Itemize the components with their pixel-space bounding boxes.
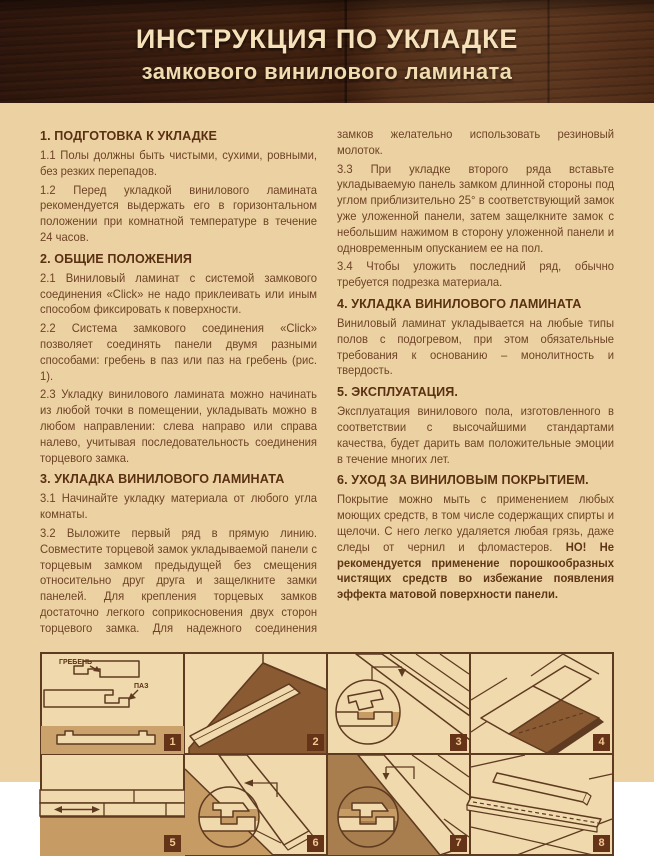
- care-text-normal: Покрытие можно мыть с применением любых моющих средств, в том числе содержащих спирты и щелочи. С него легко удаляется любая грязь, даже следы от чернил и фломастеров.: [337, 492, 615, 554]
- figure-number-badge: 2: [307, 734, 324, 751]
- wood-header: [0, 0, 654, 103]
- section-heading-2: 2. ОБЩИЕ ПОЛОЖЕНИЯ: [40, 250, 193, 266]
- figure-cell-4: [471, 654, 612, 753]
- figure-number-badge: 1: [164, 734, 181, 751]
- section-heading-3: 3. УКЛАДКА ВИНИЛОВОГО ЛАМИНАТА: [40, 471, 285, 487]
- paragraph-3-1: 3.1 Начинайте укладку материала от любого угла комнаты.: [40, 491, 318, 522]
- paragraph-3-2-continued: замков желательно использовать резиновый молоток.: [337, 127, 615, 157]
- paragraph-5-1: Эксплуатация винилового пола, изготовленного в соответствии с высочайшими стандартами качества, будет дарить вам положительные эмоции в течение многих лет.: [337, 404, 615, 466]
- section-heading-1: 1. ПОДГОТОВКА К УКЛАДКЕ: [40, 128, 218, 143]
- slide-row-diagram-icon: [42, 755, 183, 854]
- click-lock-closed-diagram-icon: [185, 755, 326, 854]
- instruction-figures-grid: [40, 652, 614, 856]
- angled-panel-diagram-icon: [185, 654, 326, 753]
- paragraph-3-4: 3.4 Чтобы уложить последний ряд, обычно требуется подрезка материала.: [337, 259, 615, 290]
- section-heading-6: 6. УХОД ЗА ВИНИЛОВЫМ ПОКРЫТИЕМ.: [337, 472, 589, 488]
- figure-cell-8: [471, 755, 612, 854]
- figure-cell-7: [328, 755, 469, 854]
- lock-profiles-diagram-icon: [42, 654, 183, 753]
- section-heading-5: 5. ЭКСПЛУАТАЦИЯ.: [337, 384, 458, 400]
- figure-cell-3: [328, 654, 469, 753]
- figure-number-badge: 5: [164, 835, 181, 852]
- paragraph-2-1: 2.1 Виниловый ламинат с системой замкового соединения «Click» не надо приклеивать или иным способом фиксировать к поверхности.: [40, 270, 318, 317]
- paragraph-2-3: 2.3 Укладку винилового ламината можно начинать из любой точки в помещении, укладывать можно в любом направлении: слева направо или справа налево, учитывая последовательность соединения торцевого замка.: [40, 387, 318, 465]
- paragraph-3-3: 3.3 При укладке второго ряда вставьте укладываемую панель замком длинной стороны под углом приблизительно 25° в соответствующий замок уже уложенной панели, затем защелкните замок с небольшим нажимом в сторону уложенной панели и одновременным опусканием ее на пол.: [337, 161, 615, 255]
- paragraph-2-2: 2.2 Система замкового соединения «Click» позволяет соединять панели двумя разными способами: гребень в паз или паз на гребень (рис. 1).: [40, 321, 318, 383]
- figure-number-badge: 6: [307, 835, 324, 852]
- laid-rows-diagram-icon: [471, 654, 612, 753]
- care-text-warning: НО! Не рекомендуется применение порошкообразных чистящих средств во избежание появления эффекта матовой поверхности панели.: [337, 539, 615, 602]
- second-row-lock-diagram-icon: [328, 755, 469, 854]
- content-area: [0, 103, 654, 856]
- figure-number-badge: 8: [593, 835, 610, 852]
- paragraph-3-2: 3.2 Выложите первый ряд в прямую линию. Совместите торцевой замок укладываемой панели с торцевым замком предыдущей без смещения относительно друг друга и защелкните замки панелей. Для крепления торцевых замков достаточно легкого соприкосновения двух сторон торцевого замка. Для надежного соединения: [40, 525, 318, 635]
- figure-cell-5: [42, 755, 183, 854]
- cut-last-row-diagram-icon: [471, 755, 612, 854]
- figure-cell-6: [185, 755, 326, 854]
- figure-number-badge: 4: [593, 734, 610, 751]
- page-title: ИНСТРУКЦИЯ ПО УКЛАДКЕ: [135, 24, 519, 55]
- paragraph-6-1: [337, 492, 614, 603]
- figure-number-badge: 3: [450, 734, 467, 751]
- insert-angle-open-lock-diagram-icon: [328, 654, 469, 753]
- groove-label: ПАЗ: [134, 682, 149, 690]
- paragraph-1-2: 1.2 Перед укладкой винилового ламината рекомендуется выдержать его в горизонтальном положении при комнатной температуре в течение 24 часов.: [40, 182, 318, 244]
- paragraph-1-1: 1.1 Полы должны быть чистыми, сухими, ровными, без резких перепадов.: [40, 148, 318, 178]
- figure-cell-1: [42, 654, 183, 753]
- paragraph-4-1: Виниловый ламинат укладывается на любые типы полов с подогревом, при этом обязательные требования к основанию – монолитность и твердость.: [337, 315, 615, 378]
- text-columns: [40, 127, 615, 640]
- figure-cell-2: [185, 654, 326, 753]
- section-heading-4: 4. УКЛАДКА ВИНИЛОВОГО ЛАМИНАТА: [337, 295, 582, 311]
- page-subtitle: замкового винилового ламината: [141, 59, 513, 85]
- figure-number-badge: 7: [450, 835, 467, 852]
- header-text-block: [0, 0, 654, 103]
- left-column: [40, 127, 317, 640]
- tongue-label: ГРЕБЕНЬ: [59, 658, 93, 666]
- right-column: [337, 127, 614, 606]
